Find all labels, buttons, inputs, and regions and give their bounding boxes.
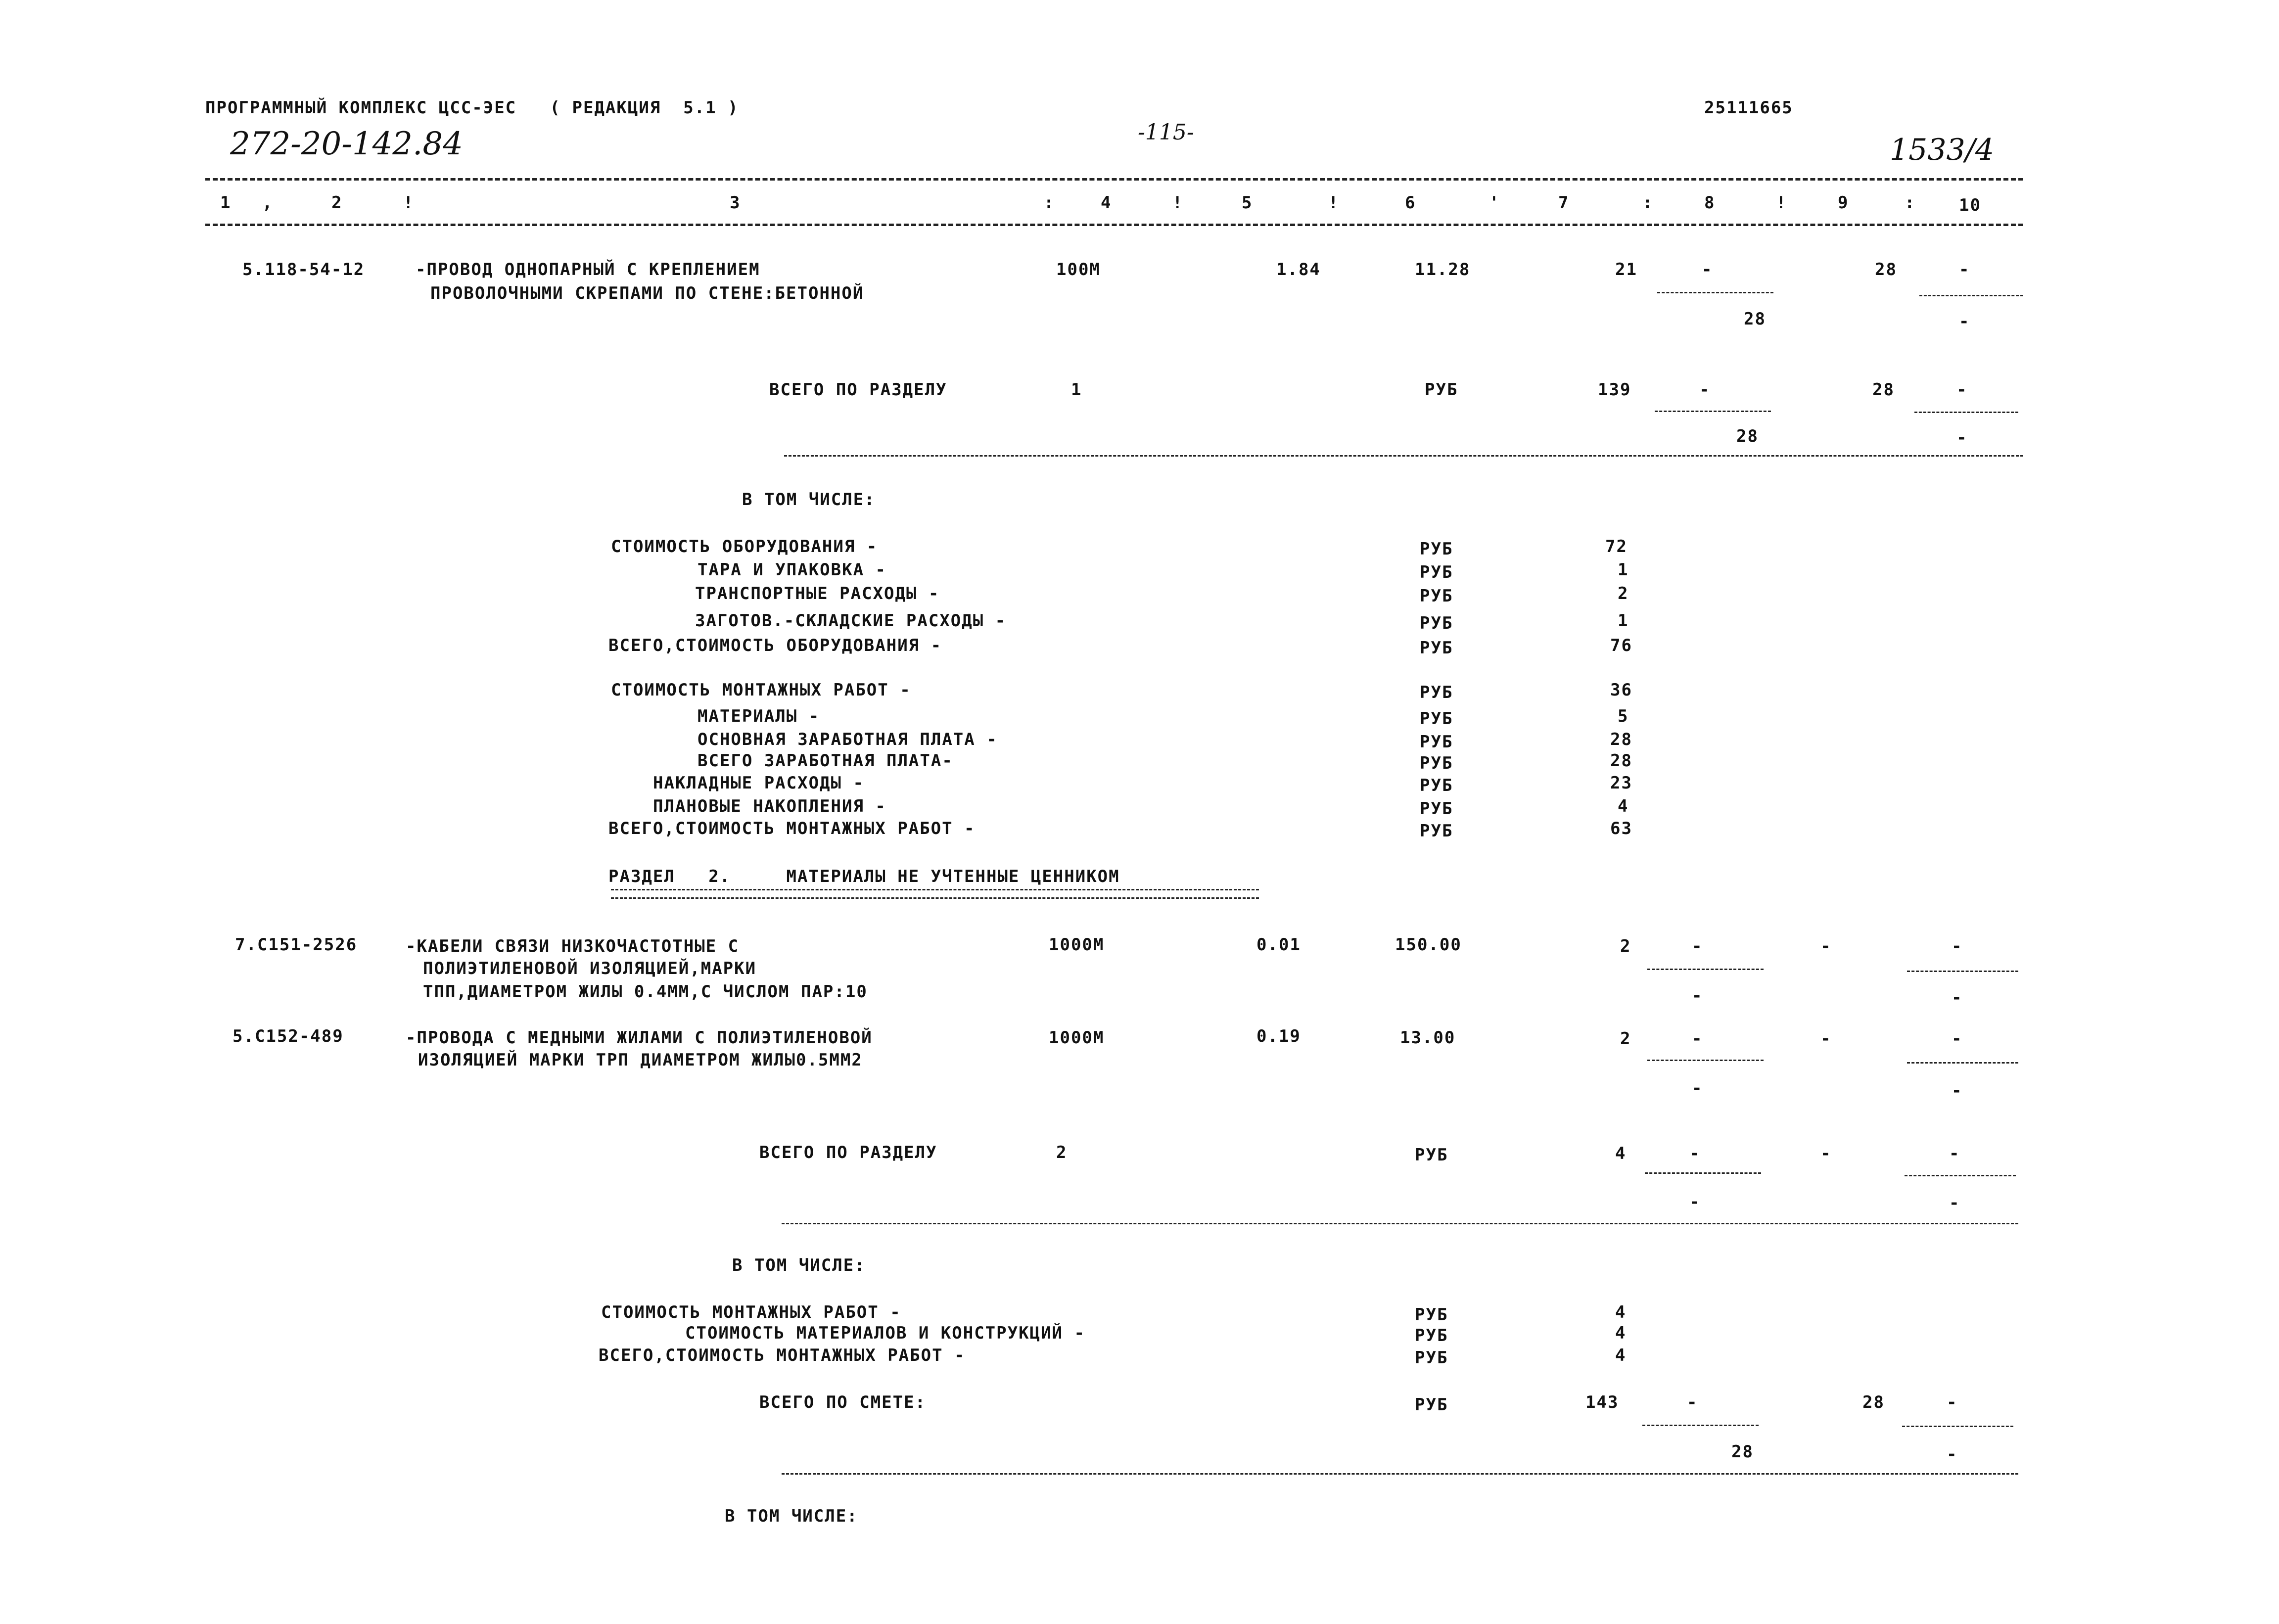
- section-total-value: 139: [1598, 380, 1631, 400]
- item-description: -КАБЕЛИ СВЯЗИ НИЗКОЧАСТОТНЫЕ С: [406, 936, 740, 956]
- breakdown-label: МАТЕРИАЛЫ -: [698, 706, 820, 726]
- item-description: ТПП,ДИАМЕТРОМ ЖИЛЫ 0.4ММ,С ЧИСЛОМ ПАР:10: [423, 982, 868, 1002]
- breakdown-label: СТОИМОСТЬ ОБОРУДОВАНИЯ -: [611, 537, 878, 557]
- item-col9: 28: [1875, 260, 1897, 279]
- item-col8-bottom: -: [1692, 986, 1703, 1006]
- document-number: 272-20-142.84: [230, 126, 463, 162]
- program-title: ПРОГРАММНЫЙ КОМПЛЕКС ЦСС-ЭЕС ( РЕДАКЦИЯ 5.1 ): [205, 98, 739, 118]
- item-col10-bottom: -: [1959, 312, 1970, 331]
- breakdown-unit: РУБ: [1420, 821, 1453, 841]
- breakdown-label: ВСЕГО ЗАРАБОТНАЯ ПЛАТА-: [698, 751, 953, 771]
- cell-divider: [1919, 295, 2023, 296]
- document-code: 25111665: [1704, 98, 1793, 118]
- breakdown-unit: РУБ: [1420, 683, 1453, 702]
- sheet-number: 1533/4: [1890, 133, 1995, 167]
- item-col10-top: -: [1952, 936, 1963, 956]
- estimate-col8-bottom: 28: [1731, 1442, 1754, 1462]
- col-sep: !: [1328, 193, 1340, 213]
- breakdown-unit: РУБ: [1420, 753, 1453, 773]
- item-description: -ПРОВОД ОДНОПАРНЫЙ С КРЕПЛЕНИЕМ: [416, 260, 760, 279]
- breakdown-unit: РУБ: [1415, 1326, 1448, 1346]
- item-col8-bottom: 28: [1744, 309, 1766, 329]
- cell-divider: [1907, 971, 2018, 972]
- item-description: -ПРОВОДА С МЕДНЫМИ ЖИЛАМИ С ПОЛИЭТИЛЕНОВОЙ: [406, 1028, 873, 1048]
- estimate-col8-top: -: [1687, 1392, 1698, 1412]
- breakdown-value: 4: [1618, 796, 1629, 816]
- item-col8-bottom: -: [1692, 1078, 1703, 1098]
- estimate-divider: [782, 1473, 2018, 1475]
- breakdown-heading: В ТОМ ЧИСЛЕ:: [732, 1255, 866, 1275]
- breakdown-unit: РУБ: [1420, 709, 1453, 729]
- section-col8-top: -: [1689, 1144, 1701, 1163]
- section-total-value: 4: [1615, 1144, 1627, 1163]
- col-9: 9: [1838, 193, 1849, 213]
- breakdown-unit: РУБ: [1420, 613, 1453, 633]
- breakdown-value: 36: [1610, 680, 1632, 700]
- col-4: 4: [1101, 193, 1112, 213]
- estimate-col10-top: -: [1947, 1392, 1958, 1412]
- item-unit: 100М: [1056, 260, 1101, 279]
- page-number: -115-: [1138, 120, 1194, 145]
- breakdown-unit: РУБ: [1415, 1305, 1448, 1325]
- estimate-total-label: ВСЕГО ПО СМЕТЕ:: [759, 1392, 927, 1412]
- breakdown-unit: РУБ: [1420, 539, 1453, 559]
- breakdown-label: ВСЕГО,СТОИМОСТЬ ОБОРУДОВАНИЯ -: [608, 636, 942, 655]
- col-2: 2: [331, 193, 343, 213]
- breakdown-value: 28: [1610, 751, 1632, 771]
- col-sep: !: [1776, 193, 1787, 213]
- breakdown-heading: В ТОМ ЧИСЛЕ:: [742, 490, 876, 510]
- breakdown-value: 4: [1615, 1346, 1627, 1365]
- col-sep: :: [1642, 193, 1654, 213]
- item-quantity: 1.84: [1276, 260, 1321, 279]
- cell-divider: [1657, 292, 1773, 293]
- col-6: 6: [1405, 193, 1416, 213]
- breakdown-value: 63: [1610, 819, 1632, 838]
- item-col8-top: -: [1692, 1029, 1703, 1049]
- item-total: 2: [1620, 936, 1631, 956]
- item-code: 5.118-54-12: [242, 260, 365, 279]
- section-col10-top: -: [1956, 380, 1968, 400]
- item-total: 2: [1620, 1029, 1631, 1049]
- breakdown-label: ТРАНСПОРТНЫЕ РАСХОДЫ -: [695, 584, 940, 603]
- section-number: 2: [1056, 1143, 1068, 1162]
- col-1: 1: [220, 193, 232, 213]
- breakdown-value: 23: [1610, 773, 1632, 793]
- section-divider: [784, 455, 2023, 457]
- section-col9: 28: [1872, 380, 1895, 400]
- breakdown-value: 72: [1605, 537, 1628, 557]
- item-col9: -: [1820, 1029, 1832, 1049]
- cell-divider: [1902, 1426, 2013, 1427]
- item-col10-bottom: -: [1952, 988, 1963, 1008]
- cell-divider: [1647, 1060, 1764, 1061]
- item-price: 150.00: [1395, 935, 1462, 955]
- col-sep: !: [403, 193, 415, 213]
- item-col10-top: -: [1952, 1029, 1963, 1049]
- item-col8-top: -: [1692, 936, 1703, 956]
- estimate-col9: 28: [1862, 1392, 1885, 1412]
- col-3: 3: [730, 193, 741, 213]
- breakdown-label: ЗАГОТОВ.-СКЛАДСКИЕ РАСХОДЫ -: [695, 611, 1007, 631]
- header-rule-bottom: [205, 224, 2023, 226]
- section-col8-bottom: -: [1689, 1192, 1701, 1212]
- section-heading-underline: [611, 889, 1259, 899]
- total-unit: РУБ: [1415, 1145, 1448, 1165]
- breakdown-value: 2: [1618, 584, 1629, 603]
- total-unit: РУБ: [1425, 380, 1458, 400]
- cell-divider: [1647, 969, 1764, 970]
- cell-divider: [1645, 1172, 1761, 1174]
- section-col8-top: -: [1699, 380, 1711, 400]
- item-code: 5.С152-489: [233, 1026, 344, 1046]
- cell-divider: [1907, 1062, 2018, 1064]
- breakdown-label: ВСЕГО,СТОИМОСТЬ МОНТАЖНЫХ РАБОТ -: [608, 819, 976, 838]
- item-code: 7.С151-2526: [235, 935, 358, 955]
- final-breakdown-heading: В ТОМ ЧИСЛЕ:: [725, 1506, 858, 1526]
- col-sep: ,: [262, 193, 274, 213]
- breakdown-value: 1: [1618, 611, 1629, 631]
- cell-divider: [1642, 1425, 1759, 1426]
- cell-divider: [1905, 1175, 2016, 1176]
- breakdown-value: 4: [1615, 1323, 1627, 1343]
- breakdown-unit: РУБ: [1415, 1348, 1448, 1368]
- breakdown-label: СТОИМОСТЬ МОНТАЖНЫХ РАБОТ -: [611, 680, 911, 700]
- breakdown-unit: РУБ: [1420, 638, 1453, 658]
- col-8: 8: [1704, 193, 1716, 213]
- breakdown-unit: РУБ: [1420, 799, 1453, 819]
- breakdown-label: СТОИМОСТЬ МОНТАЖНЫХ РАБОТ -: [601, 1302, 901, 1322]
- item-description: ПОЛИЭТИЛЕНОВОЙ ИЗОЛЯЦИЕЙ,МАРКИ: [423, 959, 757, 978]
- section-total-label: ВСЕГО ПО РАЗДЕЛУ: [759, 1143, 937, 1162]
- item-unit: 1000М: [1049, 1028, 1105, 1048]
- estimate-total-value: 143: [1585, 1392, 1619, 1412]
- breakdown-value: 1: [1618, 560, 1629, 580]
- breakdown-value: 5: [1618, 706, 1629, 726]
- item-quantity: 0.01: [1256, 935, 1301, 955]
- breakdown-label: СТОИМОСТЬ МАТЕРИАЛОВ И КОНСТРУКЦИЙ -: [685, 1323, 1085, 1343]
- breakdown-label: ТАРА И УПАКОВКА -: [698, 560, 886, 580]
- breakdown-value: 28: [1610, 730, 1632, 749]
- section-total-label: ВСЕГО ПО РАЗДЕЛУ: [769, 380, 947, 400]
- col-sep: :: [1905, 193, 1916, 213]
- breakdown-unit: РУБ: [1420, 776, 1453, 795]
- item-col9: -: [1820, 936, 1832, 956]
- item-description: ИЗОЛЯЦИЕЙ МАРКИ ТРП ДИАМЕТРОМ ЖИЛЫ0.5ММ2: [418, 1050, 863, 1070]
- col-5: 5: [1242, 193, 1253, 213]
- cell-divider: [1655, 411, 1771, 412]
- breakdown-value: 4: [1615, 1302, 1627, 1322]
- cell-divider: [1914, 412, 2018, 413]
- item-unit: 1000М: [1049, 935, 1105, 955]
- item-price: 13.00: [1400, 1028, 1456, 1048]
- estimate-col10-bottom: -: [1947, 1444, 1958, 1464]
- col-sep: ': [1489, 193, 1500, 213]
- breakdown-value: 76: [1610, 636, 1632, 655]
- section-heading: РАЗДЕЛ 2. МАТЕРИАЛЫ НЕ УЧТЕННЫЕ ЦЕННИКОМ: [608, 867, 1120, 886]
- breakdown-unit: РУБ: [1420, 732, 1453, 752]
- section-col9: -: [1820, 1144, 1832, 1163]
- col-10: 10: [1959, 195, 1981, 215]
- col-sep: :: [1044, 193, 1055, 213]
- breakdown-unit: РУБ: [1420, 562, 1453, 582]
- item-col10-top: -: [1959, 260, 1970, 279]
- col-7: 7: [1558, 193, 1570, 213]
- section-col8-bottom: 28: [1736, 426, 1759, 446]
- section-col10-bottom: -: [1956, 428, 1968, 448]
- item-price: 11.28: [1415, 260, 1471, 279]
- item-description: ПРОВОЛОЧНЫМИ СКРЕПАМИ ПО СТЕНЕ:БЕТОННОЙ: [430, 283, 864, 303]
- section-number: 1: [1071, 380, 1082, 400]
- breakdown-label: ПЛАНОВЫЕ НАКОПЛЕНИЯ -: [653, 796, 886, 816]
- item-col8-top: -: [1702, 260, 1713, 279]
- breakdown-label: ОСНОВНАЯ ЗАРАБОТНАЯ ПЛАТА -: [698, 730, 998, 749]
- header-rule-top: [205, 178, 2023, 181]
- section-col10-bottom: -: [1949, 1193, 1960, 1213]
- section-col10-top: -: [1949, 1144, 1960, 1163]
- section-divider: [782, 1223, 2018, 1224]
- item-quantity: 0.19: [1256, 1026, 1301, 1046]
- breakdown-label: НАКЛАДНЫЕ РАСХОДЫ -: [653, 773, 864, 793]
- breakdown-label: ВСЕГО,СТОИМОСТЬ МОНТАЖНЫХ РАБОТ -: [599, 1346, 966, 1365]
- breakdown-unit: РУБ: [1420, 586, 1453, 606]
- item-col10-bottom: -: [1952, 1081, 1963, 1101]
- total-unit: РУБ: [1415, 1395, 1448, 1415]
- item-total: 21: [1615, 260, 1637, 279]
- col-sep: !: [1172, 193, 1184, 213]
